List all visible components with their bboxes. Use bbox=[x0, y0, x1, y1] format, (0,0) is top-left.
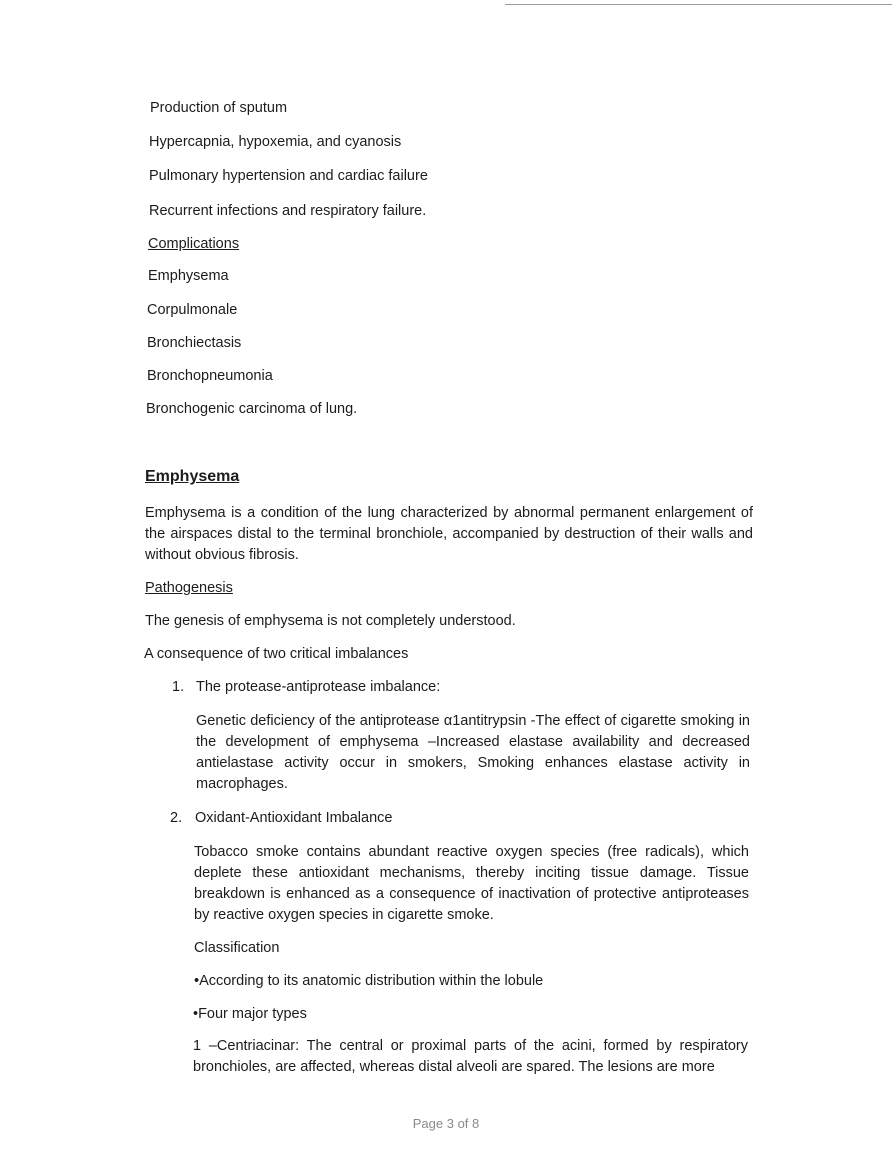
list-number: 2. bbox=[170, 810, 183, 826]
complications-heading: Complications bbox=[148, 236, 240, 252]
imbalance-body: Tobacco smoke contains abundant reactive oxygen species (free radicals), which deplete these antioxidant mechanisms, thereby inciting tissue damage. Tissue breakdown is enhanced as a consequence of inactivation of protective antiproteases by reactive oxygen species in cigarette smoke. bbox=[194, 844, 749, 923]
complication-item: Corpulmonale bbox=[147, 302, 238, 318]
list-number: 1. bbox=[172, 679, 185, 695]
top-border-line bbox=[505, 4, 892, 5]
symptom-item: Pulmonary hypertension and cardiac failure bbox=[149, 168, 428, 184]
classification-bullet: •According to its anatomic distribution within the lobule bbox=[194, 973, 544, 989]
classification-heading: Classification bbox=[194, 940, 280, 956]
complication-item: Bronchiectasis bbox=[147, 335, 242, 351]
genesis-text: The genesis of emphysema is not completely understood. bbox=[145, 613, 516, 629]
imbalance-title: Oxidant-Antioxidant Imbalance bbox=[195, 810, 393, 826]
section-title-emphysema: Emphysema bbox=[145, 468, 240, 485]
complication-item: Bronchopneumonia bbox=[147, 368, 273, 384]
consequence-text: A consequence of two critical imbalances bbox=[144, 646, 409, 662]
emphysema-definition: Emphysema is a condition of the lung characterized by abnormal permanent enlargement of the airspaces distal to the terminal bronchiole, accompanied by destruction of their walls and without obvious fibrosis. bbox=[145, 505, 753, 563]
pathogenesis-heading: Pathogenesis bbox=[145, 580, 233, 596]
complication-item: Emphysema bbox=[148, 268, 229, 284]
symptom-item: Hypercapnia, hypoxemia, and cyanosis bbox=[149, 134, 402, 150]
complication-item: Bronchogenic carcinoma of lung. bbox=[146, 401, 358, 417]
centriacinar-text: 1 –Centriacinar: The central or proximal parts of the acini, formed by respiratory bronchioles, are affected, whereas distal alveoli are spared. The lesions are more bbox=[193, 1038, 748, 1075]
imbalance-body: Genetic deficiency of the antiprotease α1antitrypsin -The effect of cigarette smoking in the development of emphysema –Increased elastase availability and decreased antielastase activity occur in smokers, Smoking enhances elastase activity in macrophages. bbox=[196, 713, 750, 792]
imbalance-title: The protease-antiprotease imbalance: bbox=[196, 679, 441, 695]
page-number: Page 3 of 8 bbox=[412, 1116, 480, 1131]
symptom-item: Recurrent infections and respiratory failure. bbox=[149, 203, 427, 219]
classification-bullet: •Four major types bbox=[193, 1006, 307, 1022]
symptom-item: Production of sputum bbox=[150, 100, 288, 116]
